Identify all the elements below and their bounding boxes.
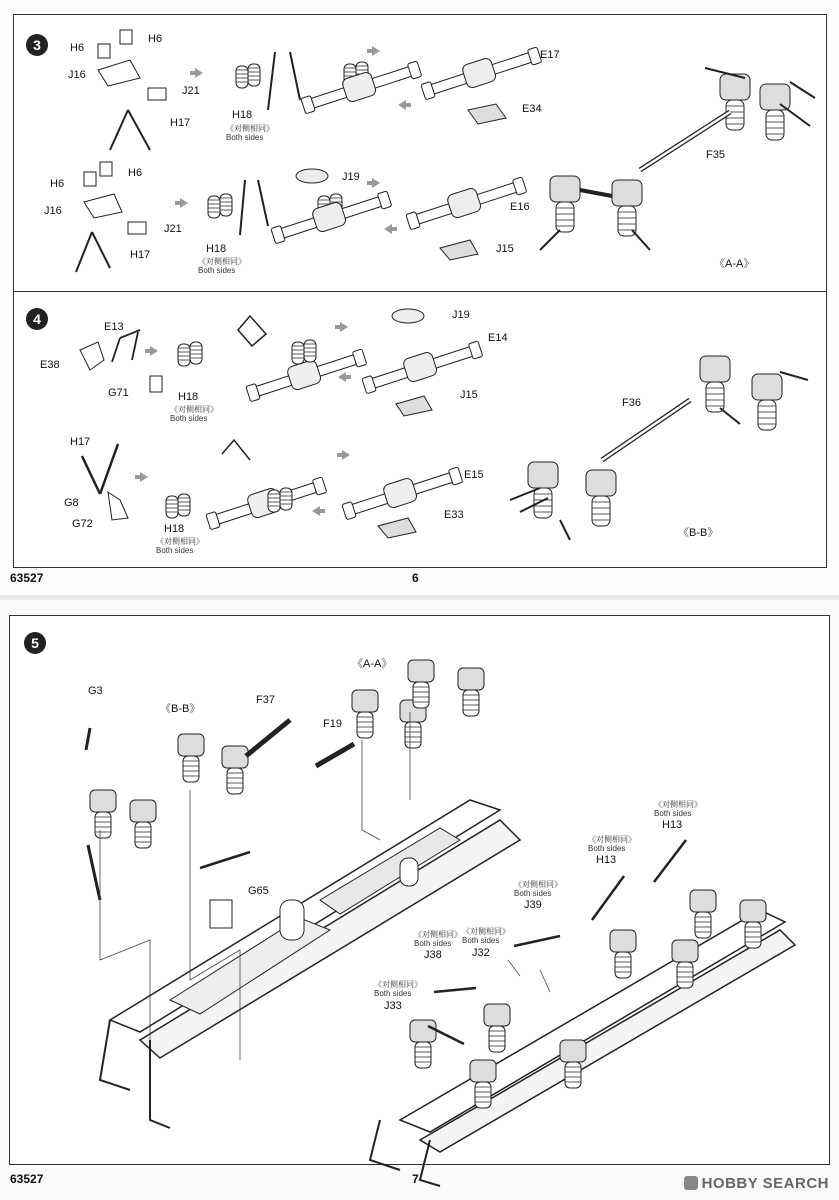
- page-number: 7: [412, 1172, 419, 1186]
- label-j39: J39: [524, 899, 542, 911]
- note-both-sides-cn: 《对侧相同》: [654, 800, 702, 809]
- label-g8: G8: [64, 497, 79, 509]
- label-g3: G3: [88, 685, 103, 697]
- step-number-5: 5: [24, 632, 46, 654]
- note-both-sides-cn: 《对侧相同》: [374, 980, 422, 989]
- section-label-b-b: 《B-B》: [678, 527, 719, 539]
- note-both-sides-cn: 《对侧相同》: [588, 835, 636, 844]
- note-both-sides-cn: 《对侧相同》: [170, 405, 218, 414]
- note-both-sides: Both sides: [226, 133, 264, 142]
- watermark-logo-icon: [684, 1176, 698, 1190]
- note-both-sides-cn: 《对侧相同》: [226, 124, 274, 133]
- page-number: 6: [412, 571, 419, 585]
- step-number-4: 4: [26, 308, 48, 330]
- label-h6: H6: [128, 167, 143, 179]
- label-e13: E13: [104, 321, 124, 333]
- step-number-3: 3: [26, 34, 48, 56]
- label-j32: J32: [472, 947, 490, 959]
- label-e17: E17: [540, 49, 560, 61]
- label-g72: G72: [72, 518, 93, 530]
- note-both-sides-cn: 《对侧相同》: [462, 927, 510, 936]
- label-g65: G65: [248, 885, 269, 897]
- label-f19: F19: [323, 718, 342, 730]
- label-h18: H18: [232, 109, 253, 121]
- label-g71: G71: [108, 387, 129, 399]
- note-both-sides: Both sides: [414, 939, 452, 948]
- label-j21: J21: [164, 223, 182, 235]
- note-both-sides-cn: 《对侧相同》: [198, 257, 246, 266]
- note-both-sides-cn: 《对侧相同》: [156, 537, 204, 546]
- label-e16: E16: [510, 201, 530, 213]
- label-h17: H17: [130, 249, 151, 261]
- note-both-sides: Both sides: [462, 936, 500, 945]
- footer-product-code: 63527: [10, 1172, 44, 1186]
- label-j33: J33: [384, 1000, 402, 1012]
- note-both-sides: Both sides: [156, 546, 194, 555]
- note-both-sides: Both sides: [170, 414, 208, 423]
- label-e34: E34: [522, 103, 542, 115]
- label-j38: J38: [424, 949, 442, 961]
- label-j16: J16: [44, 205, 62, 217]
- label-h6: H6: [148, 33, 163, 45]
- footer-product-code: 63527: [10, 571, 44, 585]
- label-f37: F37: [256, 694, 275, 706]
- section-label-a-a: 《A-A》: [352, 658, 393, 670]
- note-both-sides: Both sides: [514, 889, 552, 898]
- label-f36: F36: [622, 397, 641, 409]
- label-h13: H13: [596, 854, 617, 866]
- watermark-text: HOBBY SEARCH: [701, 1175, 829, 1192]
- label-h17: H17: [70, 436, 91, 448]
- note-both-sides-cn: 《对侧相同》: [414, 930, 462, 939]
- note-both-sides-cn: 《对侧相同》: [514, 880, 562, 889]
- label-h18: H18: [206, 243, 227, 255]
- instruction-page-6: [0, 0, 839, 595]
- label-h18: H18: [164, 523, 185, 535]
- label-e38: E38: [40, 359, 60, 371]
- label-j19: J19: [452, 309, 470, 321]
- label-e15: E15: [464, 469, 484, 481]
- note-both-sides: Both sides: [374, 989, 412, 998]
- instruction-page-7: [0, 600, 839, 1200]
- label-h17: H17: [170, 117, 191, 129]
- section-label-b-b: 《B-B》: [160, 703, 201, 715]
- label-e14: E14: [488, 332, 508, 344]
- label-j16: J16: [68, 69, 86, 81]
- note-both-sides: Both sides: [654, 809, 692, 818]
- label-j15: J15: [496, 243, 514, 255]
- section-label-a-a: 《A-A》: [714, 258, 755, 270]
- watermark: [684, 1175, 829, 1192]
- note-both-sides: Both sides: [198, 266, 236, 275]
- label-h6: H6: [50, 178, 65, 190]
- label-h13: H13: [662, 819, 683, 831]
- label-h6: H6: [70, 42, 85, 54]
- step-3-4-drawings: [0, 0, 839, 595]
- label-j21: J21: [182, 85, 200, 97]
- label-j19: J19: [342, 171, 360, 183]
- step-5-drawings: [0, 600, 839, 1200]
- label-e33: E33: [444, 509, 464, 521]
- label-j15: J15: [460, 389, 478, 401]
- note-both-sides: Both sides: [588, 844, 626, 853]
- label-f35: F35: [706, 149, 725, 161]
- label-h18: H18: [178, 391, 199, 403]
